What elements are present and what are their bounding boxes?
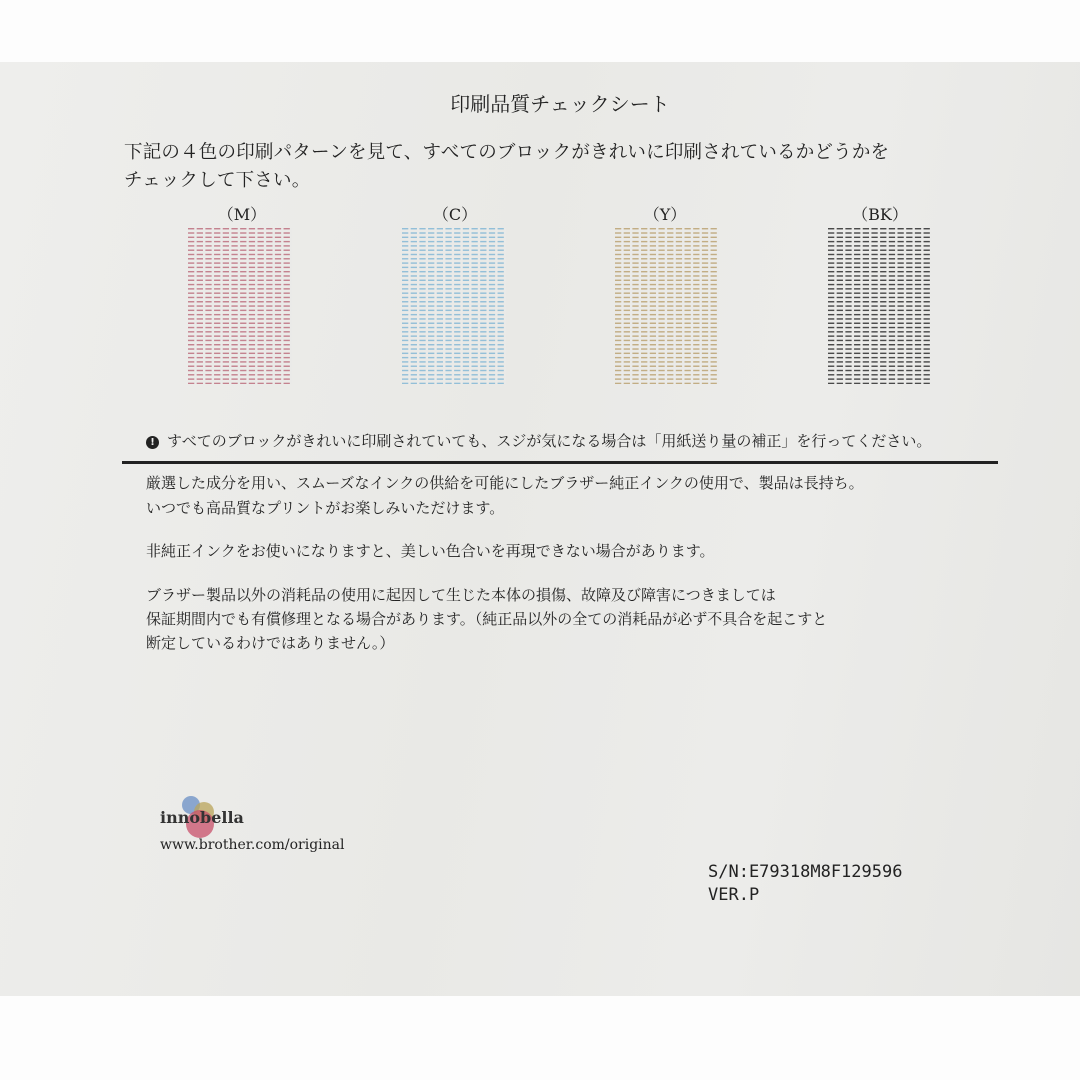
pattern-block-c	[402, 228, 506, 384]
url-text: www.brother.com/original	[160, 837, 345, 853]
info-icon: !	[146, 436, 159, 449]
serial-number: S/N:E79318M8F129596	[708, 862, 903, 882]
note-text: すべてのブロックがきれいに印刷されていても、スジが気になる場合は「用紙送り量の補正」を行ってください。	[167, 432, 932, 450]
paragraph-line: 厳選した成分を用い、スムーズなインクの供給を可能にしたブラザー純正インクの使用で、製品は長持ち。	[146, 474, 864, 492]
paragraph-line: 非純正インクをお使いになりますと、美しい色合いを再現できない場合があります。	[146, 542, 715, 560]
innobella-logo	[160, 796, 250, 838]
pattern-block-m	[188, 228, 292, 384]
pattern-label-m: （M）	[217, 205, 267, 224]
instruction-line-2: チェックして下さい。	[124, 170, 311, 191]
logo-text: innobella	[160, 808, 244, 827]
page-title: 印刷品質チェックシート	[450, 92, 670, 116]
paragraph-line: いつでも高品質なプリントがお楽しみいただけます。	[146, 499, 505, 517]
pattern-block-y	[615, 228, 719, 384]
paragraph-line: 断定しているわけではありません。）	[146, 634, 395, 652]
divider	[122, 461, 998, 464]
paragraph-line: ブラザー製品以外の消耗品の使用に起因して生じた本体の損傷、故障及び障害につきましては	[146, 586, 776, 604]
pattern-label-c: （C）	[432, 205, 478, 224]
version: VER.P	[708, 885, 760, 905]
pattern-label-y: （Y）	[643, 205, 687, 224]
note	[146, 430, 931, 451]
pattern-block-bk	[828, 228, 932, 384]
pattern-label-bk: （BK）	[852, 205, 908, 224]
instruction-line-1: 下記の４色の印刷パターンを見て、すべてのブロックがきれいに印刷されているかどうかを	[124, 142, 890, 163]
paragraph-line: 保証期間内でも有償修理となる場合があります。（純正品以外の全ての消耗品が必ず不具合を起こすと	[146, 610, 828, 628]
